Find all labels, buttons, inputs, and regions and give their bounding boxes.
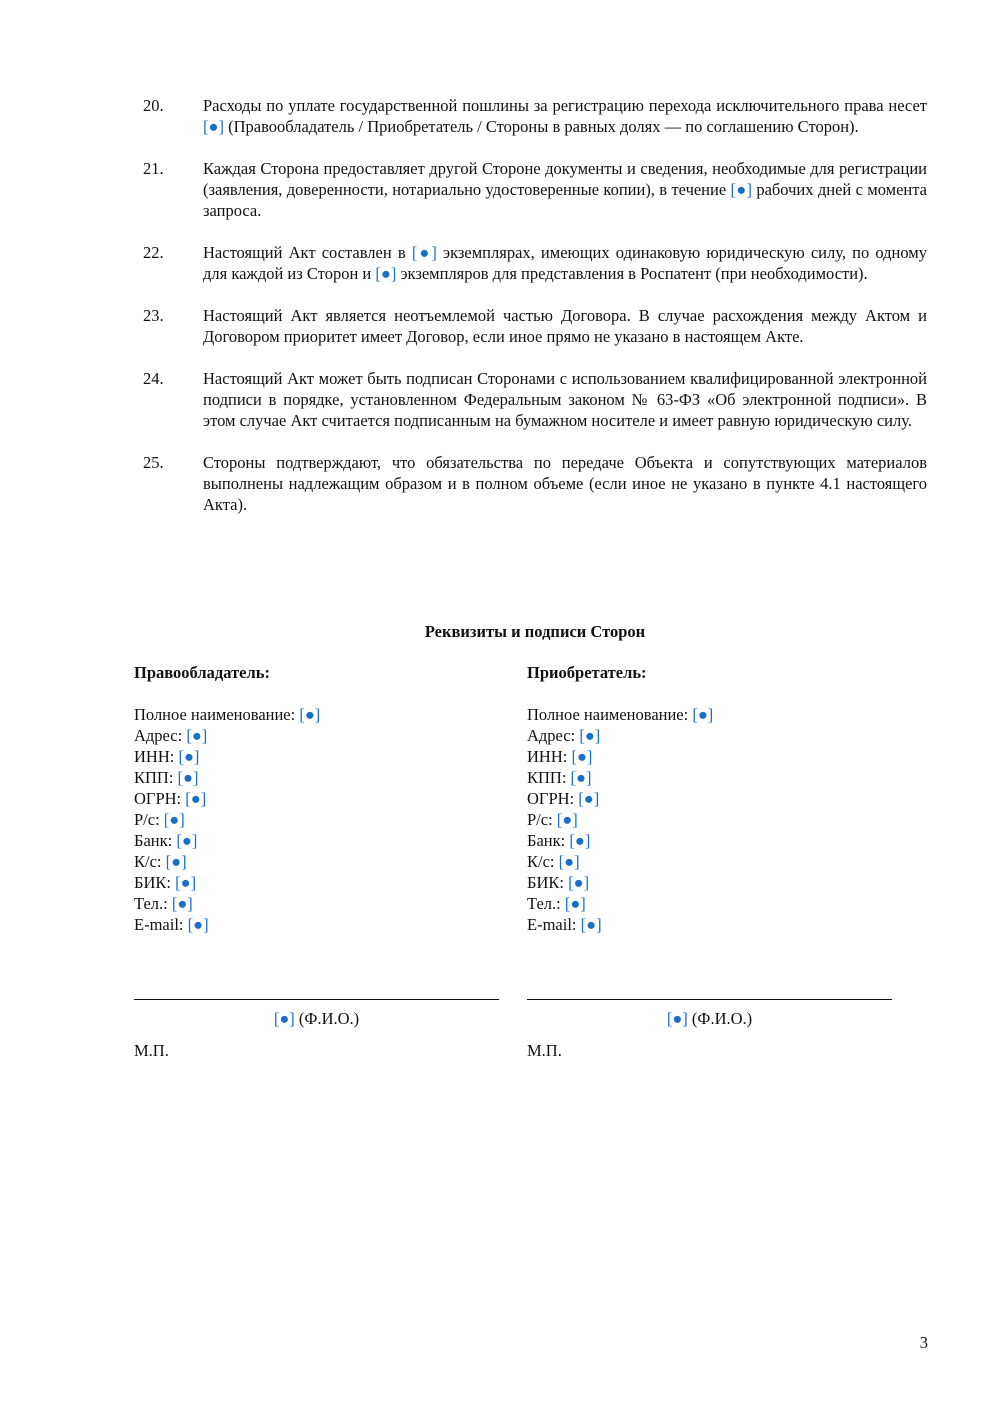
clause-number: 23. — [143, 306, 164, 325]
signature-line-rightholder — [134, 999, 499, 1000]
field-label: Банк: — [134, 831, 173, 850]
page-number: 3 — [919, 1333, 928, 1352]
field-label: E-mail: — [527, 915, 577, 934]
clause-text-part: экземплярах, имеющих одинаковую юридическую силу, по одному для каждой из Сторон и — [203, 243, 927, 283]
placeholder-marker: [●] — [579, 726, 601, 745]
clause-number: 22. — [143, 243, 164, 262]
placeholder-marker: [●] — [299, 705, 321, 724]
clause-text — [203, 368, 927, 431]
placeholder-marker: [●] — [163, 810, 185, 829]
field-phone — [527, 893, 897, 914]
clause-text-part: Расходы по уплате государственной пошлины за регистрацию перехода исключительного права несет — [203, 96, 927, 115]
field-label: Тел.: — [527, 894, 561, 913]
clause-text-part: Настоящий Акт является неотъемлемой частью Договора. В случае расхождения между Актом и Договором приоритет имеет Договор, если иное прямо не указано в настоящем Акте. — [203, 306, 927, 346]
placeholder-marker: [●] — [178, 747, 200, 766]
field-bank — [527, 830, 897, 851]
field-inn — [527, 746, 897, 767]
clause-number: 25. — [143, 453, 164, 472]
placeholder-marker: [●] — [411, 243, 437, 262]
field-label: Р/с: — [134, 810, 160, 829]
placeholder-marker: [●] — [176, 831, 198, 850]
field-label: ИНН: — [527, 747, 568, 766]
clause — [0, 95, 1000, 137]
field-label: КПП: — [527, 768, 567, 787]
field-label: Адрес: — [527, 726, 576, 745]
signatory-name-rightholder — [134, 1008, 499, 1029]
field-label: К/с: — [134, 852, 162, 871]
clause-text-part: Настоящий Акт может быть подписан Сторонами с использованием квалифицированной электронной подписи в порядке, установленном Федеральным законом № 63-ФЗ «Об электронной подписи». В этом случае Акт считается подписанным на бумажном носителе и имеет равную юридическую силу. — [203, 369, 927, 430]
placeholder-marker: [●] — [692, 705, 714, 724]
clause-number: 21. — [143, 159, 164, 178]
party-heading: Правообладатель: — [134, 663, 270, 682]
clause — [0, 158, 1000, 221]
field-address — [527, 725, 897, 746]
clause-text — [203, 158, 927, 221]
field-label: К/с: — [527, 852, 555, 871]
field-kpp — [527, 767, 897, 788]
clause-text — [203, 242, 927, 284]
field-phone — [134, 893, 504, 914]
requisites-title: Реквизиты и подписи Сторон — [424, 622, 646, 641]
field-label: ОГРН: — [527, 789, 575, 808]
placeholder-marker: [●] — [571, 747, 593, 766]
field-label: Полное наименование: — [134, 705, 296, 724]
party-block-acquirer — [527, 662, 897, 935]
placeholder-marker: [●] — [175, 873, 197, 892]
field-label: КПП: — [134, 768, 174, 787]
placeholder-marker: [●] — [556, 810, 578, 829]
clause — [0, 452, 1000, 515]
placeholder-marker: [●] — [273, 1009, 295, 1028]
clause-text-part: Каждая Сторона предоставляет другой Стороне документы и сведения, необходимые для регистрации (заявления, доверенности, нотариально удостоверенные копии), в течение — [203, 159, 927, 199]
placeholder-marker: [●] — [187, 915, 209, 934]
field-bik — [527, 872, 897, 893]
clause-text-part: экземпляров для представления в Роспатент (при необходимости). — [396, 264, 868, 283]
placeholder-marker: [●] — [375, 264, 397, 283]
placeholder-marker: [●] — [578, 789, 600, 808]
clause-text-part: (Правообладатель / Приобретатель / Стороны в равных долях — по соглашению Сторон). — [223, 117, 859, 136]
placeholder-marker: [●] — [666, 1009, 688, 1028]
placeholder-marker: [●] — [580, 915, 602, 934]
placeholder-marker: [●] — [177, 768, 199, 787]
clause-list — [0, 95, 1000, 536]
placeholder-marker: [●] — [165, 852, 187, 871]
placeholder-marker: [●] — [171, 894, 193, 913]
party-block-rightholder — [134, 662, 504, 935]
clause-number: 24. — [143, 369, 164, 388]
field-label: ИНН: — [134, 747, 175, 766]
stamp-label-rightholder: М.П. — [134, 1041, 169, 1060]
clause-text — [203, 452, 927, 515]
placeholder-marker: [●] — [730, 180, 752, 199]
clause-text — [203, 305, 927, 347]
field-label: Банк: — [527, 831, 566, 850]
clause-text — [203, 95, 927, 137]
field-corr-account — [134, 851, 504, 872]
field-label: Адрес: — [134, 726, 183, 745]
party-heading: Приобретатель: — [527, 663, 647, 682]
field-full-name — [134, 704, 504, 725]
stamp-label-acquirer: М.П. — [527, 1041, 562, 1060]
field-label: Полное наименование: — [527, 705, 689, 724]
signature-caption: (Ф.И.О.) — [687, 1009, 753, 1028]
field-label: Тел.: — [134, 894, 168, 913]
field-kpp — [134, 767, 504, 788]
field-account — [134, 809, 504, 830]
field-bik — [134, 872, 504, 893]
clause-text-part: Стороны подтверждают, что обязательства по передаче Объекта и сопутствующих материалов выполнены надлежащим образом и в полном объеме (если иное не указано в пункте 4.1 настоящего Акта). — [203, 453, 927, 514]
field-address — [134, 725, 504, 746]
field-label: БИК: — [134, 873, 171, 892]
field-inn — [134, 746, 504, 767]
placeholder-marker: [●] — [203, 117, 224, 136]
placeholder-marker: [●] — [186, 726, 208, 745]
field-email — [134, 914, 504, 935]
field-bank — [134, 830, 504, 851]
placeholder-marker: [●] — [570, 768, 592, 787]
clause-text-part: Настоящий Акт составлен в — [203, 243, 412, 262]
placeholder-marker: [●] — [569, 831, 591, 850]
field-full-name — [527, 704, 897, 725]
signatory-name-acquirer — [527, 1008, 892, 1029]
field-corr-account — [527, 851, 897, 872]
field-account — [527, 809, 897, 830]
field-ogrn — [134, 788, 504, 809]
field-label: ОГРН: — [134, 789, 182, 808]
placeholder-marker: [●] — [568, 873, 590, 892]
clause — [0, 305, 1000, 347]
clause-text-part: рабочих дней с момента запроса. — [203, 180, 927, 220]
field-label: БИК: — [527, 873, 564, 892]
placeholder-marker: [●] — [558, 852, 580, 871]
signature-line-acquirer — [527, 999, 892, 1000]
field-email — [527, 914, 897, 935]
clause — [0, 242, 1000, 284]
clause — [0, 368, 1000, 431]
field-ogrn — [527, 788, 897, 809]
placeholder-marker: [●] — [564, 894, 586, 913]
placeholder-marker: [●] — [185, 789, 207, 808]
signature-caption: (Ф.И.О.) — [294, 1009, 360, 1028]
field-label: Р/с: — [527, 810, 553, 829]
clause-number: 20. — [143, 96, 164, 115]
field-label: E-mail: — [134, 915, 184, 934]
